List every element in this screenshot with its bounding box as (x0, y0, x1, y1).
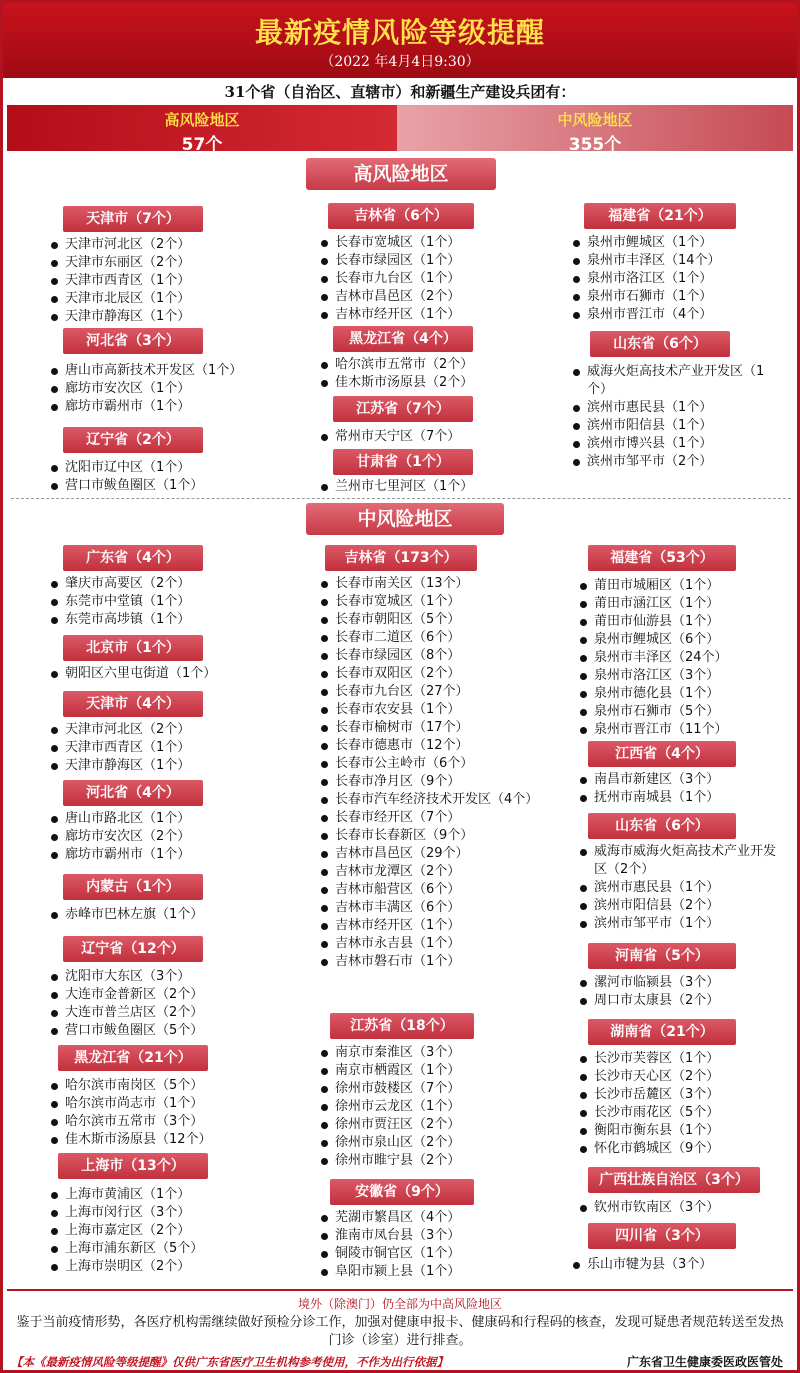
mid-district-list (49, 575, 190, 629)
list-item: 滨州市阳信县（2个） (578, 897, 788, 915)
list-item: 哈尔滨市尚志市（1个） (49, 1095, 212, 1113)
list-item: 阜阳市颍上县（1个） (319, 1263, 460, 1281)
list-item: 长春市农安县（1个） (319, 701, 538, 719)
mid-district-list (571, 1256, 712, 1274)
list-item: 沈阳市大东区（3个） (49, 968, 203, 986)
mid-province-header: 福建省（53个） (588, 545, 736, 571)
list-item: 吉林市永吉县（1个） (319, 935, 538, 953)
high-district-list (319, 428, 460, 446)
list-item: 泉州市石狮市（5个） (578, 703, 728, 721)
high-province-header: 河北省（3个） (63, 328, 203, 354)
list-item: 徐州市云龙区（1个） (319, 1098, 460, 1116)
list-item: 怀化市鹤城区（9个） (578, 1140, 719, 1158)
list-item: 营口市鲅鱼圈区（5个） (49, 1022, 203, 1040)
list-item: 上海市崇明区（2个） (49, 1258, 203, 1276)
list-item: 长春市双阳区（2个） (319, 665, 538, 683)
mid-province-header: 吉林省（173个） (325, 545, 477, 571)
list-item: 佳木斯市汤原县（2个） (319, 374, 473, 392)
list-item: 长春市榆树市（17个） (319, 719, 538, 737)
mid-district-list (49, 721, 190, 775)
list-item: 威海市威海火炬高技术产业开发区（2个） (578, 843, 788, 879)
list-item: 徐州市泉山区（2个） (319, 1134, 460, 1152)
list-item: 芜湖市繁昌区（4个） (319, 1209, 460, 1227)
list-item: 吉林市船营区（6个） (319, 881, 538, 899)
list-item: 吉林市经开区（1个） (319, 917, 538, 935)
list-item: 泉州市丰泽区（14个） (571, 252, 721, 270)
mid-province-header: 内蒙古（1个） (63, 874, 203, 900)
list-item: 莆田市仙游县（1个） (578, 613, 728, 631)
list-item: 上海市浦东新区（5个） (49, 1240, 203, 1258)
list-item: 廊坊市安次区（2个） (49, 828, 190, 846)
list-item: 威海火炬高技术产业开发区（1个） (571, 363, 771, 399)
advice-text: 鉴于当前疫情形势，各医疗机构需继续做好预检分诊工作，加强对健康申报卡、健康码和行程码的核查，发现可疑患者规范转送至发热门诊（诊室）进行排查。 (16, 1315, 784, 1348)
list-item: 吉林市磐石市（1个） (319, 953, 538, 971)
mid-district-list (49, 665, 216, 683)
high-province-header: 黑龙江省（4个） (333, 326, 473, 352)
list-item: 滨州市邹平市（2个） (571, 453, 771, 471)
high-province-header: 江苏省（7个） (333, 396, 473, 422)
list-item: 泉州市鲤城区（1个） (571, 234, 721, 252)
list-item: 长春市九台区（1个） (319, 270, 460, 288)
list-item: 徐州市睢宁县（2个） (319, 1152, 460, 1170)
list-item: 赤峰市巴林左旗（1个） (49, 906, 203, 924)
list-item: 滨州市阳信县（1个） (571, 417, 771, 435)
high-district-list (49, 459, 203, 495)
list-item: 长春市德惠市（12个） (319, 737, 538, 755)
mid-province-header: 江苏省（18个） (330, 1013, 474, 1039)
list-item: 吉林市昌邑区（2个） (319, 288, 460, 306)
issuer: 广东省卫生健康委医政医管处 (626, 1355, 783, 1369)
list-item: 吉林市龙潭区（2个） (319, 863, 538, 881)
list-item: 泉州市鲤城区（6个） (578, 631, 728, 649)
list-item: 长沙市芙蓉区（1个） (578, 1050, 719, 1068)
overseas-notice: 境外（除澳门）仍全部为中高风险地区 (297, 1297, 502, 1311)
list-item: 周口市太康县（2个） (578, 992, 719, 1010)
mid-province-header: 安徽省（9个） (330, 1179, 474, 1205)
list-item: 天津市西青区（1个） (49, 272, 190, 290)
list-item: 长沙市雨花区（5个） (578, 1104, 719, 1122)
list-item: 天津市西青区（1个） (49, 739, 190, 757)
mid-province-header: 天津市（4个） (63, 691, 203, 717)
list-item: 朝阳区六里屯街道（1个） (49, 665, 216, 683)
list-item: 兰州市七里河区（1个） (319, 478, 473, 496)
list-item: 天津市河北区（2个） (49, 236, 190, 254)
high-province-header: 甘肃省（1个） (333, 449, 473, 475)
mid-district-list (319, 1044, 460, 1170)
list-item: 长春市朝阳区（5个） (319, 611, 538, 629)
list-item: 天津市东丽区（2个） (49, 254, 190, 272)
list-item: 上海市嘉定区（2个） (49, 1222, 203, 1240)
mid-province-header: 河北省（4个） (63, 780, 203, 806)
high-district-list (319, 234, 460, 324)
high-district-list (319, 478, 473, 496)
mid-province-header: 山东省（6个） (588, 813, 736, 839)
list-item: 长春市长春新区（9个） (319, 827, 538, 845)
mid-province-header: 广西壮族自治区（3个） (588, 1167, 760, 1193)
high-risk-count: 57个 (181, 135, 223, 155)
list-item: 长春市南关区（13个） (319, 575, 538, 593)
mid-district-list (49, 906, 203, 924)
mid-district-list (578, 843, 788, 933)
list-item: 吉林市经开区（1个） (319, 306, 460, 324)
list-item: 天津市静海区（1个） (49, 757, 190, 775)
list-item: 廊坊市安次区（1个） (49, 380, 242, 398)
list-item: 徐州市鼓楼区（7个） (319, 1080, 460, 1098)
list-item: 东莞市中堂镇（1个） (49, 593, 190, 611)
high-district-list (49, 236, 190, 326)
usage-note: 【本《最新疫情风险等级提醒》仅供广东省医疗卫生机构参考使用，不作为出行依据】 (11, 1355, 448, 1369)
list-item: 天津市静海区（1个） (49, 308, 190, 326)
list-item: 长春市汽车经济技术开发区（4个） (319, 791, 538, 809)
mid-province-header: 四川省（3个） (588, 1223, 736, 1249)
list-item: 东莞市高埗镇（1个） (49, 611, 190, 629)
mid-district-list (578, 974, 719, 1010)
list-item: 长沙市岳麓区（3个） (578, 1086, 719, 1104)
high-province-header: 吉林省（6个） (328, 203, 474, 229)
list-item: 徐州市贾汪区（2个） (319, 1116, 460, 1134)
list-item: 南昌市新建区（3个） (578, 771, 719, 789)
high-province-header: 福建省（21个） (584, 203, 736, 229)
mid-district-list (578, 1050, 719, 1158)
list-item: 唐山市高新技术开发区（1个） (49, 362, 242, 380)
list-item: 长春市净月区（9个） (319, 773, 538, 791)
mid-district-list (49, 810, 190, 864)
mid-province-header: 黑龙江省（21个） (58, 1045, 208, 1071)
list-item: 滨州市惠民县（1个） (578, 879, 788, 897)
list-item: 长春市公主岭市（6个） (319, 755, 538, 773)
list-item: 南京市秦淮区（3个） (319, 1044, 460, 1062)
subtitle: 31个省（自治区、直辖市）和新疆生产建设兵团有： (224, 83, 576, 101)
list-item: 长春市宽城区（1个） (319, 234, 460, 252)
mid-district-list (49, 1077, 212, 1149)
list-item: 天津市北辰区（1个） (49, 290, 190, 308)
high-province-header: 天津市（7个） (63, 206, 203, 232)
list-item: 肇庆市高要区（2个） (49, 575, 190, 593)
list-item: 泉州市洛江区（1个） (571, 270, 721, 288)
list-item: 铜陵市铜官区（1个） (319, 1245, 460, 1263)
list-item: 长春市九台区（27个） (319, 683, 538, 701)
mid-province-header: 广东省（4个） (63, 545, 203, 571)
mid-district-list (319, 575, 538, 971)
mid-district-list (578, 577, 728, 739)
mid-risk-banner: 中风险地区 (306, 503, 504, 535)
list-item: 哈尔滨市五常市（2个） (319, 356, 473, 374)
mid-risk-count: 355个 (568, 135, 622, 155)
update-date: （2022 年4月4日9:30） (320, 54, 480, 70)
list-item: 淮南市凤台县（3个） (319, 1227, 460, 1245)
page-title: 最新疫情风险等级提醒 (254, 16, 545, 49)
high-district-list (571, 363, 771, 471)
list-item: 吉林市昌邑区（29个） (319, 845, 538, 863)
list-item: 钦州市钦南区（3个） (578, 1199, 719, 1217)
mid-district-list (49, 968, 203, 1040)
high-district-list (571, 234, 721, 324)
high-risk-summary (7, 105, 397, 155)
list-item: 南京市栖霞区（1个） (319, 1062, 460, 1080)
list-item: 泉州市晋江市（4个） (571, 306, 721, 324)
mid-province-header: 河南省（5个） (588, 943, 736, 969)
list-item: 泉州市晋江市（11个） (578, 721, 728, 739)
list-item: 沈阳市辽中区（1个） (49, 459, 203, 477)
list-item: 漯河市临颍县（3个） (578, 974, 719, 992)
mid-province-header: 辽宁省（12个） (63, 936, 203, 962)
high-province-header: 辽宁省（2个） (63, 427, 203, 453)
list-item: 泉州市德化县（1个） (578, 685, 728, 703)
section-divider (11, 498, 791, 499)
list-item: 佳木斯市汤原县（12个） (49, 1131, 212, 1149)
list-item: 长春市绿园区（8个） (319, 647, 538, 665)
mid-district-list (578, 771, 719, 807)
mid-district-list (578, 1199, 719, 1217)
list-item: 哈尔滨市南岗区（5个） (49, 1077, 212, 1095)
list-item: 滨州市邹平市（1个） (578, 915, 788, 933)
list-item: 莆田市涵江区（1个） (578, 595, 728, 613)
list-item: 长春市宽城区（1个） (319, 593, 538, 611)
list-item: 泉州市洛江区（3个） (578, 667, 728, 685)
list-item: 上海市黄浦区（1个） (49, 1186, 203, 1204)
list-item: 天津市河北区（2个） (49, 721, 190, 739)
list-item: 营口市鲅鱼圈区（1个） (49, 477, 203, 495)
high-risk-banner: 高风险地区 (306, 158, 496, 190)
high-risk-label: 高风险地区 (164, 111, 240, 129)
list-item: 唐山市路北区（1个） (49, 810, 190, 828)
list-item: 泉州市丰泽区（24个） (578, 649, 728, 667)
mid-province-header: 湖南省（21个） (588, 1019, 736, 1045)
list-item: 廊坊市霸州市（1个） (49, 846, 190, 864)
mid-province-header: 江西省（4个） (588, 741, 736, 767)
list-item: 衡阳市衡东县（1个） (578, 1122, 719, 1140)
list-item: 长春市绿园区（1个） (319, 252, 460, 270)
footer-divider (7, 1289, 793, 1291)
list-item: 莆田市城厢区（1个） (578, 577, 728, 595)
mid-risk-label: 中风险地区 (557, 111, 633, 129)
high-district-list (49, 362, 242, 416)
list-item: 滨州市博兴县（1个） (571, 435, 771, 453)
list-item: 大连市金普新区（2个） (49, 986, 203, 1004)
mid-risk-summary (397, 105, 793, 155)
list-item: 常州市天宁区（7个） (319, 428, 460, 446)
mid-province-header: 北京市（1个） (63, 635, 203, 661)
mid-district-list (49, 1186, 203, 1276)
list-item: 廊坊市霸州市（1个） (49, 398, 242, 416)
list-item: 长沙市天心区（2个） (578, 1068, 719, 1086)
list-item: 吉林市丰满区（6个） (319, 899, 538, 917)
list-item: 抚州市南城县（1个） (578, 789, 719, 807)
mid-district-list (319, 1209, 460, 1281)
mid-province-header: 上海市（13个） (58, 1153, 208, 1179)
list-item: 哈尔滨市五常市（3个） (49, 1113, 212, 1131)
list-item: 泉州市石狮市（1个） (571, 288, 721, 306)
list-item: 长春市经开区（7个） (319, 809, 538, 827)
list-item: 滨州市惠民县（1个） (571, 399, 771, 417)
list-item: 长春市二道区（6个） (319, 629, 538, 647)
high-province-header: 山东省（6个） (590, 331, 730, 357)
list-item: 乐山市犍为县（3个） (571, 1256, 712, 1274)
high-district-list (319, 356, 473, 392)
header-banner (3, 3, 797, 78)
list-item: 上海市闵行区（3个） (49, 1204, 203, 1222)
list-item: 大连市普兰店区（2个） (49, 1004, 203, 1022)
